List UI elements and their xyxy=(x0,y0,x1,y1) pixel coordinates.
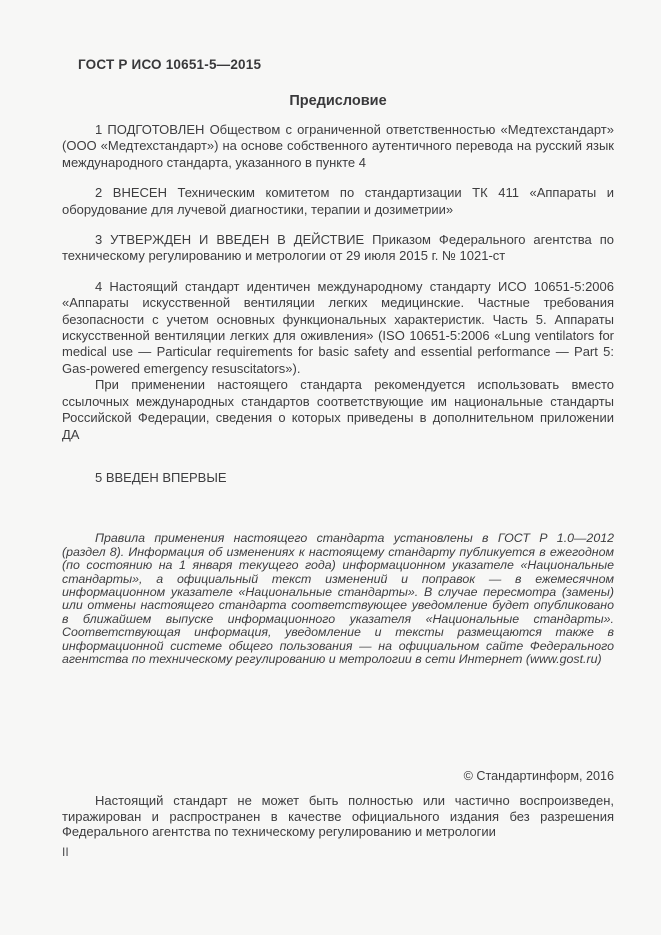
application-rules-note: Правила применения настоящего стандарта установлены в ГОСТ Р 1.0—2012 (раздел 8). Информация об изменениях к настоящему стандарту публикуется в ежегодном (по состоянию на 1 января текущего года) информационном указателе «Национальные стандарты», а официальный текст изменений и поправок — в ежемесячном информационном указателе «Национальные стандарты». В случае пересмотра (замены) или отмены настоящего стандарта соответствующее уведомление будет опубликовано в ближайшем выпуске информационного указателя «Национальные стандарты». Соответствующая информация, уведомление и тексты размещаются также в информационной системе общего пользования — на официальном сайте Федерального агентства по техническому регулированию и метрологии в сети Интернет (www.gost.ru) xyxy=(62,531,614,666)
foreword-item-3: 3 УТВЕРЖДЕН И ВВЕДЕН В ДЕЙСТВИЕ Приказом Федерального агентства по техническому регулированию и метрологии от 29 июля 2015 г. № 1021-ст xyxy=(62,232,614,264)
foreword-item-2: 2 ВНЕСЕН Техническим комитетом по стандартизации ТК 411 «Аппараты и оборудование для лучевой диагностики, терапии и дозиметрии» xyxy=(62,185,614,217)
foreword-item-5: 5 ВВЕДЕН ВПЕРВЫЕ xyxy=(95,469,227,485)
document-code-header: ГОСТ Р ИСО 10651-5—2015 xyxy=(78,57,262,72)
page-title: Предисловие xyxy=(289,93,387,109)
copyright-notice: © Стандартинформ, 2016 xyxy=(463,769,614,783)
foreword-item-1: 1 ПОДГОТОВЛЕН Обществом с ограниченной ответственностью «Медтехстандарт» (ООО «Медтехстандарт») на основе собственного аутентичного перевода на русский язык международного стандарта, указанного в пункте 4 xyxy=(62,122,614,170)
foreword-item-4: 4 Настоящий стандарт идентичен международному стандарту ИСО 10651-5:2006 «Аппараты искусственной вентиляции легких медицинские. Частные требования безопасности с учетом основных функциональных характеристик. Часть 5. Аппараты искусственной вентиляции легких для оживления» (ISO 10651-5:2006 «Lung ventilators for medical use — Particular requirements for basic safety and essential performance — Part 5: Gas-powered emergency resuscitators»). xyxy=(62,278,614,376)
reproduction-restriction-note: Настоящий стандарт не может быть полностью или частично воспроизведен, тиражирован и распространен в качестве официального издания без разрешения Федерального агентства по техническому регулированию и метрологии xyxy=(62,793,614,840)
foreword-item-4-application-note: При применении настоящего стандарта рекомендуется использовать вместо ссылочных международных стандартов соответствующие им национальные стандарты Российской Федерации, сведения о которых приведены в дополнительном приложении ДА xyxy=(62,377,614,442)
page-bottom-block xyxy=(62,769,614,859)
page-number: II xyxy=(62,844,69,859)
